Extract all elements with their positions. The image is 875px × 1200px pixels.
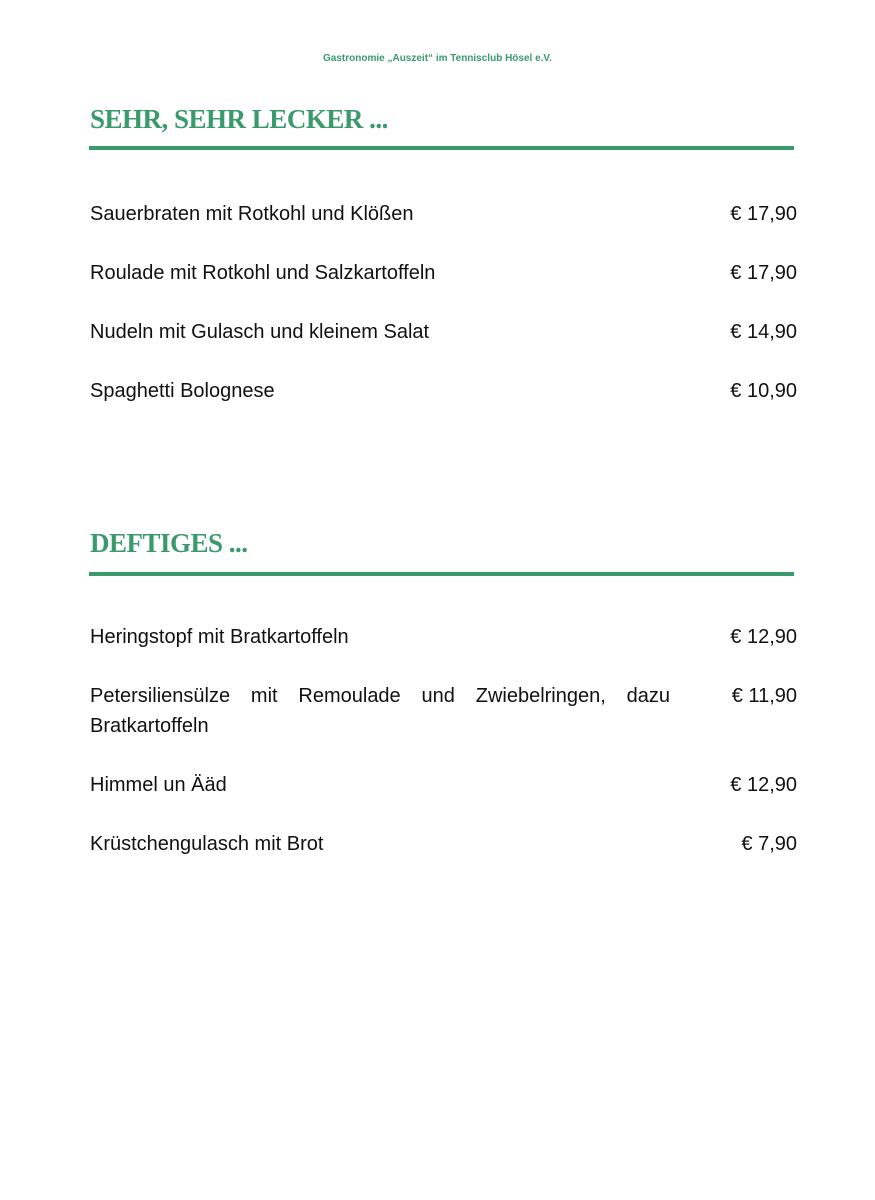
section-title-sehr-lecker: SEHR, SEHR LECKER ... [90,104,388,134]
menu-item-price: € 10,90 [730,380,797,402]
menu-item-price: € 14,90 [730,321,797,343]
menu-item-name: Himmel un Ääd [90,774,227,796]
menu-item-name: Spaghetti Bolognese [90,380,275,402]
menu-item-price: € 17,90 [730,203,797,225]
menu-item-price: € 17,90 [730,262,797,284]
section-divider [89,146,794,150]
menu-item-name: Heringstopf mit Bratkartoffeln [90,626,349,648]
menu-item-name: Krüstchengulasch mit Brot [90,833,324,855]
section-divider [89,572,794,576]
menu-item-price: € 12,90 [730,774,797,796]
menu-item-name: Nudeln mit Gulasch und kleinem Salat [90,321,430,343]
menu-item-price: € 12,90 [730,626,797,648]
menu-item-price: € 7,90 [741,833,797,855]
menu-item-name: Roulade mit Rotkohl und Salzkartoffeln [90,262,436,284]
menu-item-name: Sauerbraten mit Rotkohl und Klößen [90,203,414,225]
menu-item-name: Petersiliensülze mit Remoulade und Zwiebelringen, dazu Bratkartoffeln [90,685,670,737]
menu-item-price: € 11,90 [731,685,797,707]
establishment-header: Gastronomie „Auszeit“ im Tennisclub Hösel e.V. [323,53,552,64]
section-title-deftiges: DEFTIGES ... [90,528,248,558]
